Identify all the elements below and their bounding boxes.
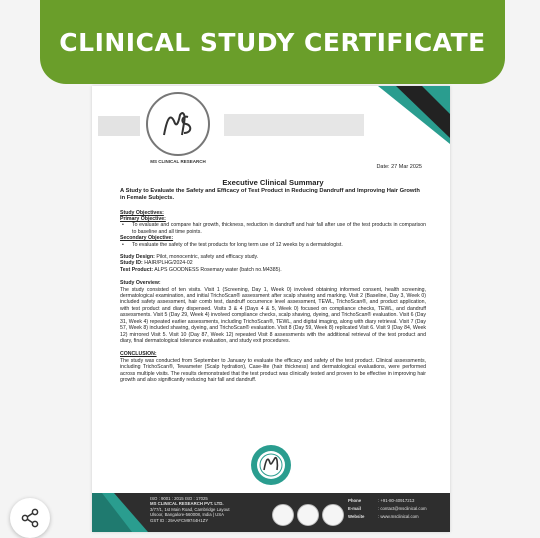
study-id-label: Study ID: <box>120 260 143 267</box>
secondary-objective-heading: Secondary Objective: <box>120 235 174 242</box>
primary-objective-text: • To evaluate and compare hair growth, thickness, reduction in dandruff and hair fall after use of the test products in comparison to baseline and all time points. <box>120 222 426 235</box>
study-design-value: Pilot, monocentric, safety and efficacy study. <box>156 254 259 261</box>
footer-iso: ISO : 9001 : 2015 ISO : 17025 <box>150 496 208 501</box>
banner-title: CLINICAL STUDY CERTIFICATE <box>59 27 486 57</box>
redacted-block <box>98 116 140 136</box>
footer-address-1: 3/77/1, 1st Main Road, Cambridge Layout <box>150 506 230 512</box>
footer-cert-badges <box>272 504 344 526</box>
certification-badge-icon <box>297 504 319 526</box>
document-body <box>120 178 426 383</box>
test-product-row <box>120 267 426 273</box>
document-title: Executive Clinical Summary <box>222 178 324 187</box>
footer-website: Website : www.msclinical.com <box>348 514 419 519</box>
test-product-value: ALPS GOODNESS Rosemary water (batch no.M4385). <box>154 266 282 273</box>
document-footer <box>92 493 450 532</box>
corner-decoration <box>350 86 450 144</box>
banner <box>40 0 505 84</box>
document-date: Date: 27 Mar 2025 <box>376 164 422 170</box>
overview-text: The study consisted of ten visits. Visit 1 (Screening, Day 1, Week 0) involved obtaining informed consent, health screening, dermatological examination, and initial TrichoScan® assessment after scalp shaving and marking. Visit 2 (Baseline, Day 3, Week 0) included safety assessment, hair comb test, dandruff occurrence level assessment, TEWL, TrichoScan®, and product application, with test product and diary dispensed. Visits 3 & 4 (Days 4 & 5, Week 0) focused on compliance checks, TEWL, and dandruff assessments. Visit 5 (Day 29, Week 4) involved compliance checks, scalp shaving, dyeing, and TrichoScan® evaluation. Visit 6 (Day 31, Week 4) repeated earlier assessments, including TrichoScan®, TEWL, and digital imaging, along with diary retrieval. Visit 7 (Day 57, Week 8) included shaving, dyeing, and TrichoScan® evaluation. Visit 8 (Day 59, Week 8) replicated Visit 6. Visit 9 (Day 84, Week 12) mirrored Visit 5. Visit 10 (Day 87, Week 12) repeated Visit 8 assessments with the additional retrieval of the test product and diary, final dermatological tolerance evaluation, and study exit procedures. <box>120 286 426 344</box>
conclusion-text: The study was conducted from September to January to evaluate the efficacy and safety of the test product. Clinical assessments, including TrichoScan®, Tewameter (Scalp hydration), Case-lite (hair thickness) and dermatological evaluations, were performed across multiple visits. The results demonstrated that the test product was clinically tested and proven to be effective in improving hair growth and also significantly reducing hair fall and dandruff. <box>120 357 426 383</box>
certification-badge-icon <box>322 504 344 526</box>
footer-email: E-mail : contact@msclinical.com <box>348 506 427 511</box>
document-subtitle: A Study to Evaluate the Safety and Efficacy of Test Product in Reducing Dandruff and Improving Hair Growth in Female Subjects. <box>120 188 420 201</box>
overview-heading: Study Overview: <box>120 280 161 287</box>
share-icon <box>20 508 40 528</box>
footer-gst: GST ID : 29AAFCM9744H1ZY <box>150 517 209 523</box>
footer-address-2: Ulsoor, Bangalore-560008, India | USA <box>150 512 224 518</box>
footer-decoration <box>92 493 148 532</box>
test-product-label: Test Product: <box>120 266 154 273</box>
seal-icon <box>250 444 292 486</box>
study-id-value: HAIR/PLHG/2024-02 <box>144 260 193 267</box>
objectives-heading: Study Objectives: <box>120 209 164 216</box>
primary-objective-heading: Primary Objective: <box>120 216 166 222</box>
logo-icon <box>146 92 210 156</box>
footer-contact <box>348 497 450 521</box>
study-design-label: Study Design: <box>120 254 155 261</box>
redacted-block <box>224 114 364 136</box>
footer-phone: Phone : +91-80-40917213 <box>348 498 415 503</box>
certification-badge-icon <box>272 504 294 526</box>
logo-text: MS CLINICAL RESEARCH <box>150 159 206 164</box>
certificate-document <box>92 86 450 532</box>
footer-company: MS CLINICAL RESEARCH PVT. LTD. <box>150 501 224 507</box>
share-button[interactable] <box>10 498 50 538</box>
secondary-objective-text: • To evaluate the safety of the test products for long term use of 12 weeks by a dermatologist. <box>120 242 426 248</box>
conclusion-heading: CONCLUSION: <box>120 351 157 358</box>
footer-company-info <box>150 496 268 523</box>
